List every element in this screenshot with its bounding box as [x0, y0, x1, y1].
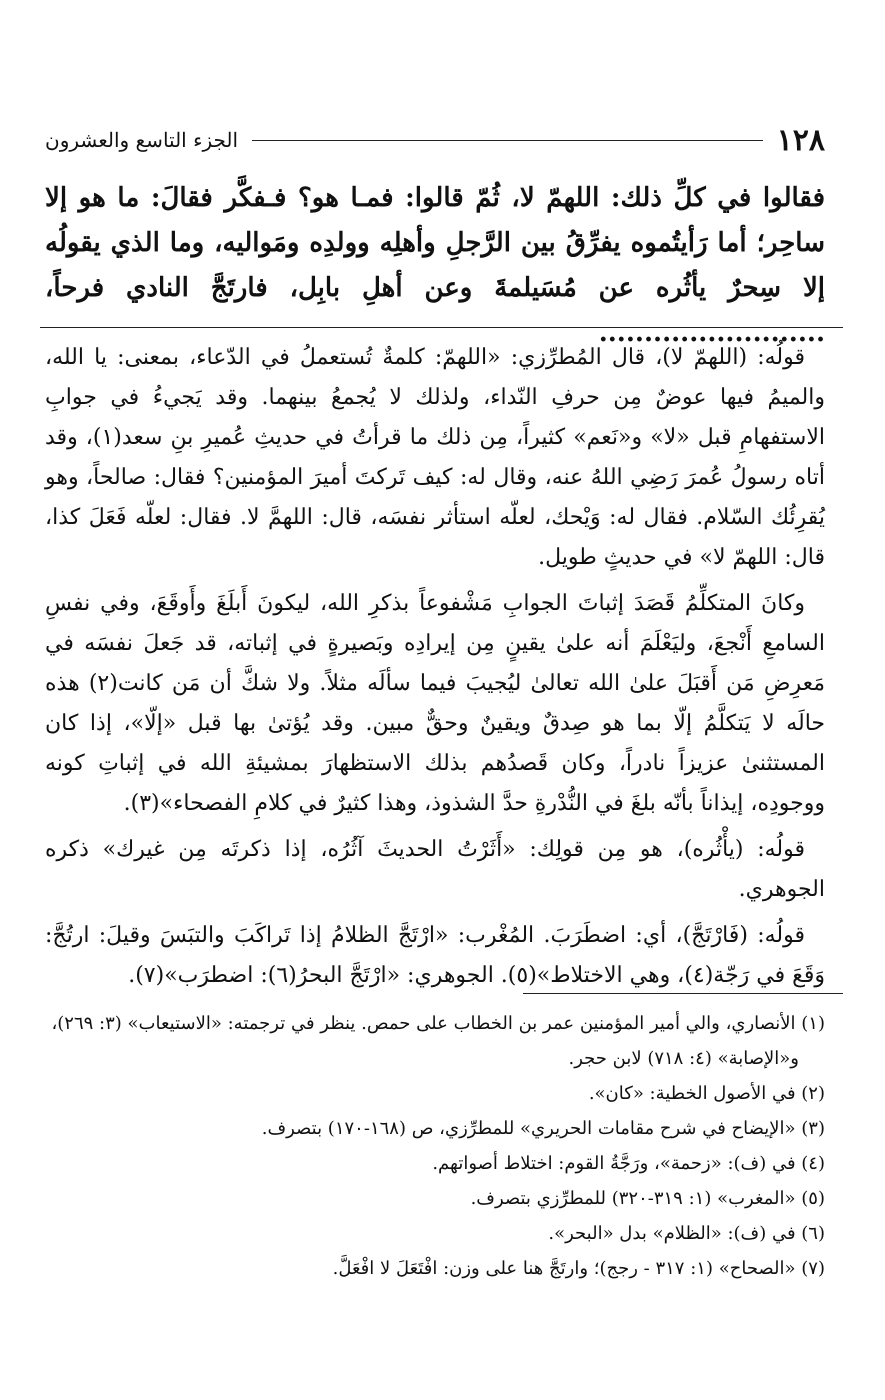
footnote-item [45, 1076, 825, 1111]
commentary-paragraph: وكانَ المتكلِّمُ قَصَدَ إثباتَ الجوابِ مَشْفوعاً بذكرِ الله، ليكونَ أَبلَغَ وأَوقَعَ، وفي نفسِ السامعِ أَنْجعَ، وليَعْلَمَ أنه علىٰ يقينٍ مِن إيرادِه وبَصيرةٍ في إثباته، قد جَعلَ نفسَه في مَعرِضِ مَن أَقبَلَ علىٰ الله تعالىٰ ليُجيبَ فيما سألَه مثلاً. ولا شكَّ أن مَن كانت(٢) هذه حالَه لا يَتكلَّمُ إلّا بما هو صِدقٌ ويقينٌ وحقٌّ مبين. وقد يُؤتىٰ بها قبل «إلّا»، إذا كان المستثنىٰ عزيزاً نادراً، وكان قَصدُهم بذلك الاستظهارَ بمشيئةِ الله في إثباتِ كونه ووجودِه، إيذاناً بأنّه بلغَ في النُّدْرةِ حدَّ الشذوذ، وهذا كثيرٌ في كلامِ الفصحاء»(٣). [45, 591, 825, 816]
footnotes-list [45, 1006, 825, 1286]
footnote-text: (٥) «المغرب» (١: ٣١٩-٣٢٠) للمطرِّزي بتصرف. [470, 1188, 825, 1209]
commentary-paragraph: قولُه: (فَارْتَجَّ)، أي: اضطَرَبَ. المُغْرب: «ارْتَجَّ الظلامُ إذا تَراكَبَ والتبَسَ وقيلَ: ارتُجَّ: وَقَعَ في رَجّة(٤)، وهي الاختلاط»(٥). الجوهري: «ارْتَجَّ البحرُ(٦): اضطرَب»(٧). [45, 923, 825, 988]
matn-dots: ......................... [598, 318, 825, 348]
footnote-text: (٦) في (ف): «الظلام» بدل «البحر». [548, 1223, 825, 1244]
footnote-text: (٧) «الصحاح» (١: ٣١٧ - رجج)؛ وارتَجَّ هنا على وزن: افْتَعَلَ لا افْعَلَّ. [332, 1258, 825, 1279]
footnote-text: (٤) في (ف): «زحمة»، ورَجَّةُ القوم: اختلاط أصواتهم. [432, 1153, 825, 1174]
commentary-paragraph: قولُه: (يأْثُره)، هو مِن قولِك: «أَثَرْتُ الحديثَ آثُرُه، إذا ذكرتَه مِن غيرك» ذكره الجوهري. [45, 837, 825, 902]
header-rule [252, 140, 763, 141]
footnote-divider [523, 993, 843, 994]
commentary-paragraph: قولُه: (اللهمّ لا)، قال المُطرِّزي: «اللهمّ: كلمةٌ تُستعملُ في الدّعاء، بمعنى: يا الله، والميمُ فيها عوضٌ مِن حرفِ النّداء، ولذلك لا يُجمعُ بينهما. وقد يَجيءُ في جوابِ الاستفهامِ قبل «لا» و«نَعم» كثيراً، مِن ذلك ما قرأتُ في حديثِ عُميرِ بنِ سعد(١)، وقد أتاه رسولُ عُمرَ رَضِي اللهُ عنه، وقال له: كيف تَركتَ أميرَ المؤمنين؟ فقال: صالحاً، وهو يُقرِئُك السّلام. فقال له: وَيْحك، لعلّه استأثر نفسَه، قال: اللهمَّ لا. فقال: لعلّه فَعَلَ كذا، قال: اللهمّ لا» في حديثٍ طويل. [45, 345, 825, 570]
footnote-item [45, 1216, 825, 1251]
commentary-block [45, 338, 825, 996]
footnote-text: (٣) «الإيضاح في شرح مقامات الحريري» للمطرِّزي، ص (١٦٨-١٧٠) بتصرف. [261, 1118, 825, 1139]
matn-text: فقالوا في كلِّ ذلك: اللهمّ لا، ثُمّ قالوا: فمـا هو؟ فـفكَّر فقالَ: ما هو إلا ساحِر؛ أما رَأيتُموه يفرِّقُ بين الرَّجلِ وأهلِه وولدِه ومَواليه، وما الذي يقولُه إلا سِحرٌ يأثُره عن مُسَيلمةَ وعن أهلِ بابِل، فارتَجَّ النادي فرحاً، [45, 183, 825, 303]
footnote-item [45, 1251, 825, 1286]
footnote-item [45, 1111, 825, 1146]
matn-divider [40, 327, 843, 328]
part-title: الجزء التاسع والعشرون [45, 128, 239, 152]
page-number: ١٢٨ [776, 122, 825, 158]
footnote-item [45, 1006, 825, 1076]
footnote-item [45, 1146, 825, 1181]
footnote-item [45, 1181, 825, 1216]
footnote-continuation: و«الإصابة» (٤: ٧١٨) لابن حجر. [568, 1048, 799, 1069]
matn-paragraph [45, 176, 825, 356]
footnote-text: (١) الأنصاري، والي أمير المؤمنين عمر بن الخطاب على حمص. ينظر في ترجمته: «الاستيعاب» (٣: ٢٦٩)، [51, 1013, 825, 1034]
matn-text-block [45, 176, 825, 356]
page-header [45, 118, 825, 162]
footnote-text: (٢) في الأصول الخطية: «كان». [588, 1083, 825, 1104]
